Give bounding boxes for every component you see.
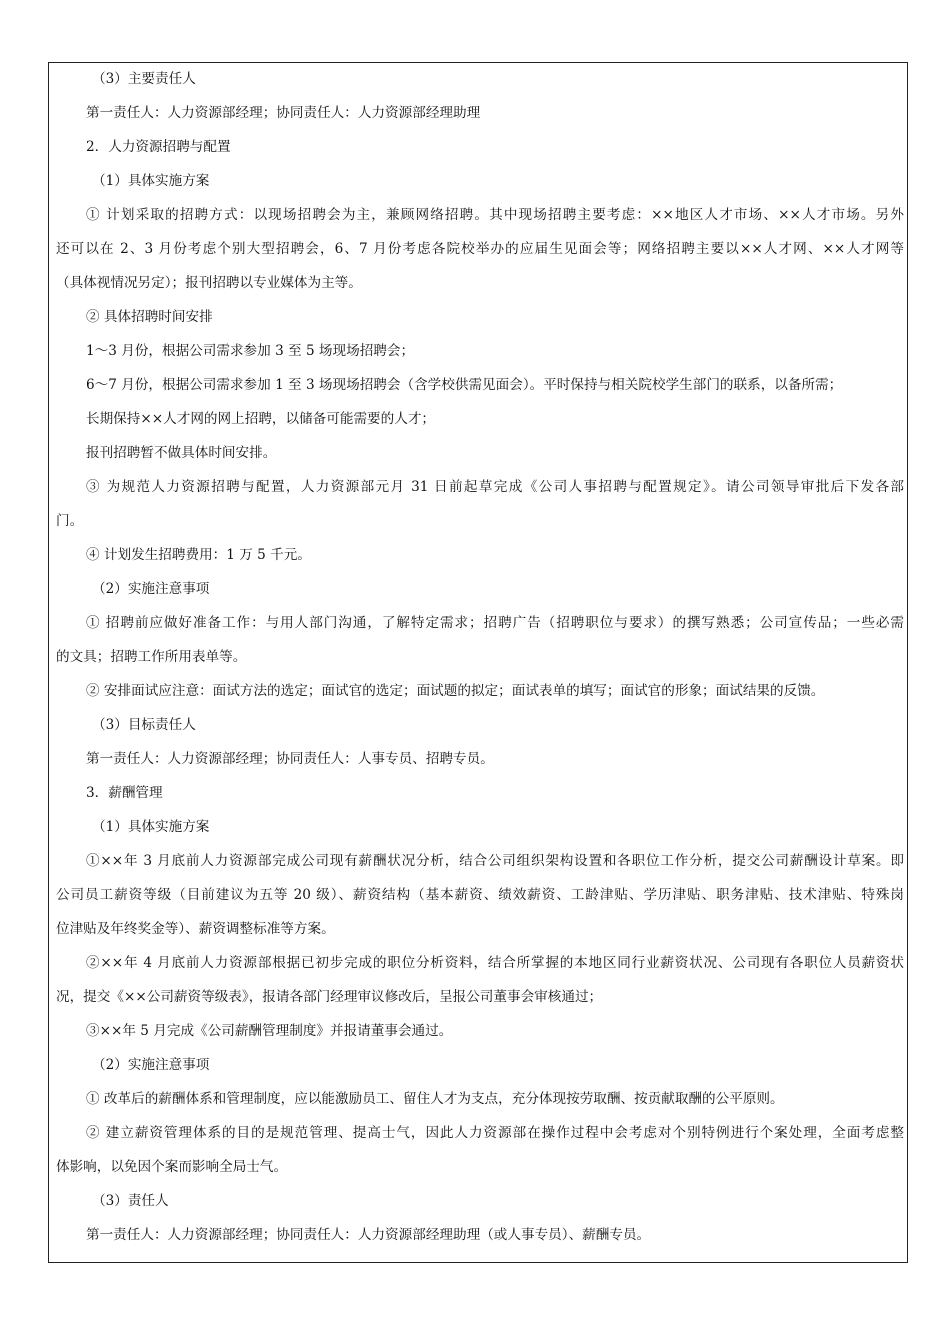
- paragraph-line: 第一责任人：人力资源部经理；协同责任人：人力资源部经理助理（或人事专员）、薪酬专员。: [86, 1227, 651, 1243]
- paragraph-line: （具体视情况另定）；报刊招聘以专业媒体为主等。: [56, 275, 362, 291]
- document-body: [56, 62, 904, 1252]
- paragraph-line: ② 安排面试应注意：面试方法的选定；面试官的选定；面试题的拟定；面试表单的填写；面试官的形象；面试结果的反馈。: [86, 683, 825, 699]
- paragraph-line: ① 改革后的薪酬体系和管理制度，应以能激励员工、留住人才为支点，充分体现按劳取酬、按贡献取酬的公平原则。: [86, 1091, 784, 1107]
- paragraph-line: 体影响，以免因个案而影响全局士气。: [56, 1159, 288, 1175]
- subheading-notes: （2）实施注意事项: [92, 581, 210, 597]
- paragraph-line: ②××年 4 月底前人力资源部根据已初步完成的职位分析资料，结合所掌握的本地区同行业薪资状况、公司现有各职位人员薪资状: [86, 955, 904, 971]
- paragraph-line: 报刊招聘暂不做具体时间安排。: [86, 445, 277, 461]
- paragraph-line: 还可以在 2、3 月份考虑个别大型招聘会，6、7 月份考虑各院校举办的应届生见面会等；网络招聘主要以××人才网、××人才网等: [56, 241, 904, 257]
- subheading-implementation-plan: （1）具体实施方案: [92, 819, 210, 835]
- paragraph-responsible-persons: 第一责任人：人力资源部经理；协同责任人：人力资源部经理助理: [86, 105, 481, 121]
- paragraph-line: ① 招聘前应做好准备工作：与用人部门沟通，了解特定需求；招聘广告（招聘职位与要求）的撰写熟悉；公司宣传品；一些必需: [86, 615, 904, 631]
- paragraph-line: 6～7 月份，根据公司需求参加 1 至 3 场现场招聘会（含学校供需见面会）。平时保持与相关院校学生部门的联系，以备所需；: [86, 377, 843, 393]
- paragraph-line: ② 建立薪资管理体系的目的是规范管理、提高士气，因此人力资源部在操作过程中会考虑对个别特例进行个案处理，全面考虑整: [86, 1125, 904, 1141]
- paragraph-line: 第一责任人：人力资源部经理；协同责任人：人事专员、招聘专员。: [86, 751, 494, 767]
- paragraph-line: ①××年 3 月底前人力资源部完成公司现有薪酬状况分析，结合公司组织架构设置和各职位工作分析，提交公司薪酬设计草案。即: [86, 853, 904, 869]
- section-heading-compensation: 3．薪酬管理: [86, 785, 163, 801]
- paragraph-line: 公司员工薪资等级（目前建议为五等 20 级）、薪资结构（基本薪资、绩效薪资、工龄津贴、学历津贴、职务津贴、技术津贴、特殊岗: [56, 887, 904, 903]
- paragraph-line: 的文具；招聘工作所用表单等。: [56, 649, 247, 665]
- paragraph-line: 长期保持××人才网的网上招聘，以储备可能需要的人才；: [86, 411, 436, 427]
- subheading-responsible: （3）责任人: [92, 1193, 169, 1209]
- paragraph-line: 门。: [56, 513, 84, 529]
- subheading-target-responsible: （3）目标责任人: [92, 717, 196, 733]
- subheading-implementation-plan: （1）具体实施方案: [92, 173, 210, 189]
- paragraph-line: 况，提交《××公司薪资等级表》，报请各部门经理审议修改后，呈报公司董事会审核通过；: [56, 989, 603, 1005]
- paragraph-line: ③ 为规范人力资源招聘与配置，人力资源部元月 31 日前起草完成《公司人事招聘与配置规定》。请公司领导审批后下发各部: [86, 479, 904, 495]
- paragraph-line: ② 具体招聘时间安排: [86, 309, 213, 325]
- subheading-notes: （2）实施注意事项: [92, 1057, 210, 1073]
- section-heading-recruitment: 2．人力资源招聘与配置: [86, 139, 231, 155]
- paragraph-line: 1～3 月份，根据公司需求参加 3 至 5 场现场招聘会；: [86, 343, 415, 359]
- paragraph-line: ④ 计划发生招聘费用：1 万 5 千元。: [86, 547, 311, 563]
- paragraph-line: 位津贴及年终奖金等）、薪资调整标准等方案。: [56, 921, 335, 937]
- subheading-main-responsible: （3）主要责任人: [92, 71, 196, 87]
- paragraph-line: ① 计划采取的招聘方式：以现场招聘会为主，兼顾网络招聘。其中现场招聘主要考虑：××地区人才市场、××人才市场。另外: [86, 207, 904, 223]
- paragraph-line: ③××年 5 月完成《公司薪酬管理制度》并报请董事会通过。: [86, 1023, 453, 1039]
